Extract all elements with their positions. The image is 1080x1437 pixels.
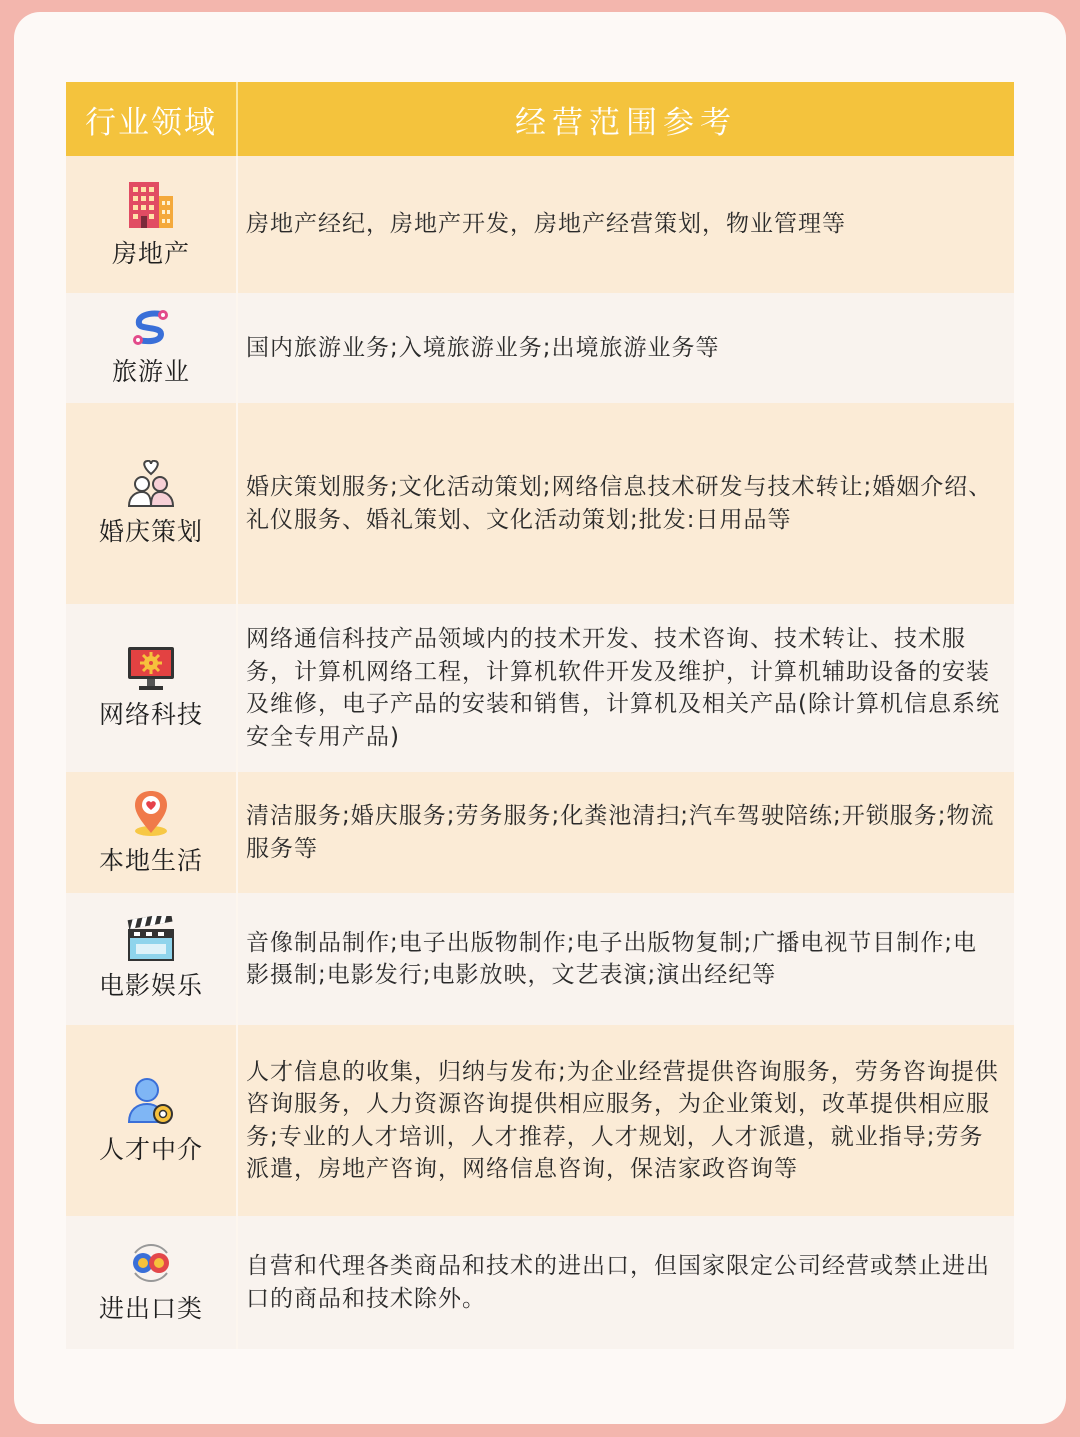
- industry-cell: [66, 156, 238, 293]
- header-scope: 经营范围参考: [515, 104, 737, 141]
- scope-text: 音像制品制作;电子出版物制作;电子出版物复制;广播电视节目制作;电影摄制;电影发行;电影放映，文艺表演;演出经纪等: [246, 929, 977, 988]
- industry-name: 人才中介: [98, 1134, 203, 1164]
- table-row: [66, 604, 1014, 772]
- industry-name: 房地产: [111, 238, 190, 268]
- scope-text: 婚庆策划服务;文化活动策划;网络信息技术研发与技术转让;婚姻介绍、礼仪服务、婚礼策划、文化活动策划;批发:日用品等: [246, 474, 993, 533]
- scope-cell: [238, 1216, 1014, 1349]
- industry-name: 进出口类: [98, 1293, 203, 1323]
- table-row: [66, 156, 1014, 293]
- building-icon: [127, 180, 175, 230]
- industry-cell: [66, 293, 238, 403]
- scope-text: 清洁服务;婚庆服务;劳务服务;化粪池清扫;汽车驾驶陪练;开锁服务;物流服务等: [246, 803, 995, 862]
- scope-cell: [238, 403, 1014, 604]
- business-scope-table: [66, 82, 1014, 1349]
- table-row: [66, 293, 1014, 403]
- scope-text: 网络通信科技产品领域内的技术开发、技术咨询、技术转让、技术服务，计算机网络工程，计算机软件开发及维护，计算机辅助设备的安装及维修，电子产品的安装和销售，计算机及相关产品(除计算机信息系统安全专用产品): [246, 626, 1000, 750]
- scope-cell: [238, 604, 1014, 772]
- scope-cell: [238, 156, 1014, 293]
- industry-cell: [66, 1216, 238, 1349]
- industry-name: 旅游业: [111, 357, 190, 386]
- table-row: [66, 1025, 1014, 1216]
- currency-exchange-icon: [127, 1241, 175, 1285]
- industry-cell: [66, 403, 238, 604]
- scope-text: 人才信息的收集，归纳与发布;为企业经营提供咨询服务，劳务咨询提供咨询服务，人力资源咨询提供相应服务，为企业策划，改革提供相应服务;专业的人才培训，人才推荐，人才规划，人才派遣，就业指导;劳务派遣，房地产咨询，网络信息咨询，保洁家政咨询等: [246, 1058, 999, 1182]
- scope-text: 房地产经纪，房地产开发，房地产经营策划，物业管理等: [246, 211, 846, 238]
- scope-cell: [238, 293, 1014, 403]
- scope-cell: [238, 893, 1014, 1025]
- industry-name: 网络科技: [98, 700, 203, 729]
- location-pin-icon: [131, 789, 171, 837]
- table-row: [66, 893, 1014, 1025]
- industry-name: 电影娱乐: [98, 971, 203, 1000]
- monitor-gear-icon: [126, 645, 176, 691]
- table-row: [66, 403, 1014, 604]
- travel-route-icon: [129, 308, 173, 348]
- table-header: [66, 82, 1014, 156]
- industry-cell: [66, 604, 238, 772]
- person-gear-icon: [127, 1076, 175, 1126]
- industry-cell: [66, 772, 238, 893]
- industry-name: 本地生活: [98, 845, 203, 875]
- table-row: [66, 772, 1014, 893]
- clapperboard-icon: [126, 916, 176, 962]
- industry-cell: [66, 1025, 238, 1216]
- scope-text: 自营和代理各类商品和技术的进出口，但国家限定公司经营或禁止进出口的商品和技术除外。: [246, 1253, 990, 1312]
- scope-cell: [238, 772, 1014, 893]
- scope-cell: [238, 1025, 1014, 1216]
- industry-name: 婚庆策划: [98, 516, 203, 546]
- table-row: [66, 1216, 1014, 1349]
- couple-heart-icon: [126, 460, 176, 508]
- header-industry: 行业领域: [66, 82, 238, 156]
- industry-cell: [66, 893, 238, 1025]
- scope-text: 国内旅游业务;入境旅游业务;出境旅游业务等: [246, 334, 720, 361]
